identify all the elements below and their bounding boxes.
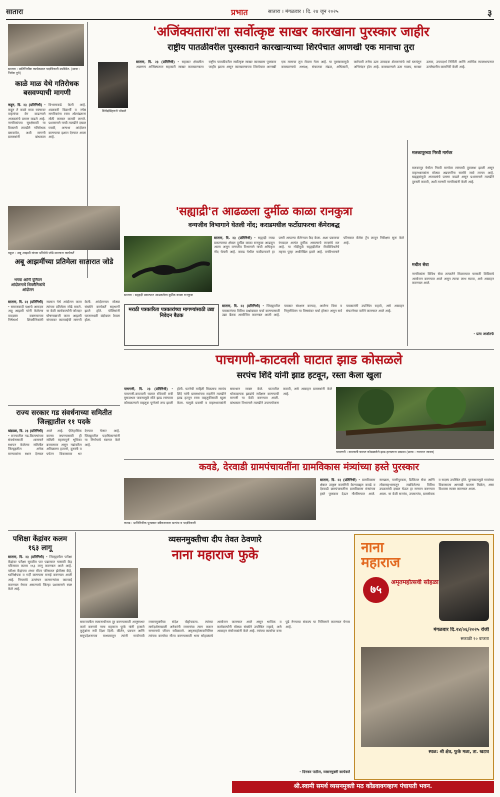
shibir-story-byline: सातारा, दि. २३ (प्रतिनिधी) - xyxy=(8,555,48,559)
left-story-body xyxy=(8,103,86,203)
kawade-story-text: ग्रामविकास क्षेत्रात उत्कृष्ट कामगिरी केल्याबद्दल कवडे व देरवाडी ग्रामपंचायतींना ग्रामविकास मंत्र्यांच्या हस्ते पुरस्कार देऊन गौरविण्यात आले. स्वच्छता, पाणीपुरवठा, डिजिटल सेवा आणि लोकसहभागातून राबविलेल्या विविध उपक्रमांची दखल घेऊन हा सन्मान करण्यात आला. या वेळी सरपंच, उपसरपंच, ग्रामसेवक व सदस्य उपस्थित होते. पुरस्कारामुळे गावांच्या विकासाला आणखी चालना मिळेल, असा विश्वास व्यक्त करण्यात आला. xyxy=(320,478,494,496)
abu-story-text: समाजवादी पक्षाचे आमदार अबू आझमी यांनी केलेल्या वादग्रस्त वक्तव्याच्या निषेधार्थ शिवसैनिकांनी सातारा येथे आंदोलन करत त्यांच्या प्रतिमेला जोडे मारले. या वेळी कार्यकर्त्यांनी जोरदार घोषणाबाजी करत आझमी यांच्यावर कारवाईची मागणी केली. आंदोलनात मोठ्या संख्येने कार्यकर्ते सहभागी झाले होते. पोलिसांनी घटनास्थळी बंदोबस्त ठेवला होता. xyxy=(8,300,120,323)
top-story-body xyxy=(136,60,494,136)
lizard-story-body xyxy=(214,236,404,302)
nana-story-photo xyxy=(80,568,138,618)
bottom-left-headline: राज्य सरकार गड संवर्धनाच्या समितीत जिल्ह्यातील ११ पदके xyxy=(16,408,112,426)
lizard-story-text: सह्याद्री व्याघ्र प्रकल्पाच्या क्षेत्रात दुर्मीळ काळा रानकुत्रा आढळून आला असून वन्यजीव विभागाने याची अधिकृत नोंद घेतली आहे. कराड येथील फर्टोग्राफरने हा प्राणी आपल्या कॅमेऱ्यात कैद केला. अशा प्रकारचा रंगबदल अत्यंत दुर्मीळ असल्याचे तज्ज्ञांचे मत आहे. या नोंदीमुळे सह्याद्रीतील जैवविविधतेचे महत्त्व पुन्हा अधोरेखित झाले आहे. वनविभागाने परिसरात कॅमेरा ट्रॅप लावून निरीक्षण सुरू केले आहे. xyxy=(214,236,404,254)
right-column-kicker: मलकापूरच्या गिरवी मार्गवर xyxy=(412,150,453,155)
ad-title-line2: महाराज xyxy=(361,555,401,571)
ghat-story-headline: सरपंच शिंदे यांनी झाड हटवून, रस्ता केला खुला xyxy=(236,371,382,381)
nana-story-kicker: व्यसनमुक्तीचा दीप तेवत ठेवणारे xyxy=(168,535,262,544)
ad-portrait xyxy=(439,541,489,621)
top-story-byline: सातारा, दि. २३ (प्रतिनिधी) - xyxy=(136,60,180,64)
shibir-story-text: जिल्ह्यातील परीक्षा केंद्रांवर परीक्षा सुरळीत पार पडाव्यात यासाठी केंद्र परिसरात कलम १६३ लागू करण्यात आले आहे. परीक्षा केंद्रांच्या शंभर मीटर परिसरात झेरॉक्स केंद्रे, ध्वनिक्षेपक व गर्दी करण्यास मनाई करण्यात आली आहे. नियमांचे उल्लंघन करणाऱ्यांवर कारवाई करण्यात येणार असल्याचे जिल्हा प्रशासनाने स्पष्ट केले आहे. xyxy=(8,555,72,592)
left-story-byline: कहून, दि. २३ (प्रतिनिधी) - xyxy=(8,103,46,107)
bottom-left-text: राज्यातील गड-किल्ल्यांच्या संवर्धनासाठी शासनाने स्थापन केलेल्या समितीत जिल्ह्यातील अनेक मान्यवरांना स्थान देण्यात आले आहे. ऐतिहासिक वारसा जपण्यासाठी ही समिती महत्त्वपूर्ण भूमिका बजावणार असून गडांवरील अतिक्रमण हटवणे, दुरुस्ती व पर्यटन विकासावर भर देण्यात येणार आहे. जिल्ह्यातील पदाधिकाऱ्यांनी या निर्णयाचे स्वागत केले आहे. xyxy=(8,429,120,456)
lizard-story-headline: वन्यजीव विभागाने घेतली नोंद; कराडमधील फर्टोग्राफरचा कॅमेराबद्ध xyxy=(188,222,340,229)
lizard-icon xyxy=(124,236,212,292)
side-box-body xyxy=(222,304,404,346)
bottom-divider xyxy=(8,530,494,531)
abu-story-kicker: भगवा आणि युनियन आंदोलनाचे शिवसैनिकांचे आंदोलन xyxy=(11,278,45,292)
section-name: सातारा xyxy=(6,8,24,16)
date-line: सातारा । मंगळवार । दि. २४ जून २०२५ xyxy=(268,9,339,15)
left-story-text: कहून ते काळे माळ रस्त्यावर वाहनांचा वेग वाढल्याने अपघातांचे प्रमाण वाढले आहे. नागरिकांच्या सुरक्षेसाठी या ठिकाणी तातडीने गतिरोधक बसवावेत, अशी मागणी ग्रामस्थांनी बांधकाम विभागाकडे केली आहे. शाळकरी विद्यार्थी व ज्येष्ठ नागरिकांना रस्ता ओलांडताना मोठी कसरत करावी लागते. प्रशासनाने याची तातडीने दखल घ्यावी, अन्यथा आंदोलन करण्याचा इशारा देण्यात आला आहे. xyxy=(8,103,86,140)
abu-story-photo-caption: वडूज : अबू आझमी यांच्या प्रतिमेचे जोडे मारताना कार्यकर्ते xyxy=(8,251,75,255)
kawade-story-photo-caption: कराड : प्रातिनिधीक पुरस्कार स्वीकारताना सरपंच व पदाधिकारी xyxy=(124,521,196,525)
page-header xyxy=(6,6,494,20)
right-column-second-body: नागरिकांना विविध सेवा तत्परतेने मिळाव्यात यासाठी शिबिराचे आयोजन करण्यात आले असून त्याचा लाभ घ्यावा, असे आवाहन करण्यात आले. xyxy=(412,272,494,286)
section-divider xyxy=(124,349,494,350)
right-column-byline: - प्रत्य अर्जातर्फे xyxy=(473,332,494,336)
right-column-divider xyxy=(407,140,408,346)
ghat-story-kicker: पाचगणी-काटवली घाटात झाड कोसळले xyxy=(215,353,403,368)
side-box xyxy=(124,304,219,346)
masthead-logo: प्रभात xyxy=(231,7,248,17)
left-divider xyxy=(8,405,120,406)
kawade-story-photo xyxy=(124,478,316,520)
nana-story-headline: नाना महाराज फुके xyxy=(171,548,259,563)
portrait-caption: शिवेंद्रसिंहराजे भोसले xyxy=(101,109,127,113)
left-story-photo-caption: सातारा : प्रातिनिधीक कार्यक्रमात पदाधिकारी उपस्थित. (छाया : निलेश तुपे) xyxy=(8,67,81,76)
lizard-story-kicker: 'सह्याद्री'त आढळला दुर्मीळ काळा रानकुत्रा xyxy=(175,204,353,218)
lizard-story-byline: सातारा, दि. २३ (प्रतिनिधी) - xyxy=(214,236,256,240)
shibir-story-headline: पशिक्षा केंद्रांवर कलम १६३ लागू xyxy=(12,534,68,552)
ad-title-line1: नाना xyxy=(361,541,384,556)
side-box-headline: मराठी पत्रकारिता पत्रकारांच्या मागण्यांसाठी उद्या निवेदन बैठक xyxy=(128,307,215,319)
ad-footer: श्री.स्वामी समर्थ व्यसनमुक्ती मठ कोंडवावगव्हाण पंचायती भवन. xyxy=(232,781,494,793)
kawade-story-headline: कवडे, देरवाडी ग्रामपंचायतींना ग्रामविकास मंत्र्यांच्या हस्ते पुरस्कार xyxy=(199,462,419,473)
ad-date: मंगळवार दि.२४/०६/२०२५ रोजी xyxy=(433,628,489,633)
left-story-headline: काळे माळ येथे गतिरोधक बसवण्याची मागणी xyxy=(15,79,79,97)
ad-venue: स्थळ: श्री क्षेत्र, फुके मळा, ता. खटाव xyxy=(428,750,489,755)
top-story-kicker: 'अजिंक्यतारा'ला सर्वोत्कृष्ट साखर कारखाना पुरस्कार जाहीर xyxy=(152,25,430,40)
ad-badge: ७५ xyxy=(363,577,389,603)
abu-story-body xyxy=(8,300,120,403)
ghat-story-text: पाचगणी-काटवली घाटात रविवारी रात्री मुसळधार पावसामुळे मोठे झाड रस्त्यावर कोसळल्याने वाहतूक पूर्णपणे ठप्प झाली होती. घटनेची माहिती मिळताच सरपंच शिंदे यांनी ग्रामस्थांच्या मदतीने तातडीने झाड हटवून रस्ता वाहतुकीसाठी खुला केला. यामुळे प्रवासी व वाहनधारकांनी समाधान व्यक्त केले. घाटातील धोकादायक झाडांचे सर्वेक्षण करण्याची मागणी या वेळी करण्यात आली. बांधकाम विभागाने तातडीने उपाययोजना करावी, असे आवाहन ग्रामस्थांनी केले आहे. xyxy=(124,387,332,405)
lizard-story-photo xyxy=(124,236,212,292)
ad-subtitle: अमृतमहोत्सवी सोहळा xyxy=(391,579,439,586)
section-divider xyxy=(124,459,494,460)
nana-story-byline: - दिनकर पाटील, व्यसनमुक्ती कार्यकर्ते xyxy=(299,770,350,774)
top-story-text: सहकार क्षेत्रातील अग्रगण्य अजिंक्यतारा सहकारी साखर कारखान्याला राष्ट्रीय पातळीवरील सर्वोत्कृष्ट साखर कारखाना पुरस्कार जाहीर झाला असून कारखान्याच्या शिरपेचात आणखी एक मानाचा तुरा रोवला गेला आहे. या पुरस्कारामुळे कारखान्याचे अध्यक्ष, संचालक मंडळ, अधिकारी, कर्मचारी तसेच ऊस उत्पादक शेतकऱ्यांचे सर्व स्तरांतून अभिनंदन होत आहे. कारखान्याने ऊस गाळप, साखर उतारा, उपपदार्थ निर्मिती आणि आर्थिक व्यवस्थापनात उल्लेखनीय कामगिरी केली आहे. xyxy=(136,60,494,69)
abu-story-headline: अबू आझमींच्या प्रतिमेला सातारात जोडे xyxy=(14,257,114,266)
fallen-tree-icon xyxy=(336,387,494,449)
side-box-byline: सातारा, दि. २३ (प्रतिनिधी) - xyxy=(222,304,265,308)
ghat-story-body xyxy=(124,387,332,455)
ad-time: सकाळी १० वाजता xyxy=(460,636,489,641)
ad-title xyxy=(361,541,423,571)
kawade-story-body xyxy=(320,478,494,527)
side-box-text: जिल्ह्यातील पत्रकारांच्या विविध प्रश्नांबाबत चर्चा करण्यासाठी उद्या बैठक आयोजित करण्यात आली आहे. पत्रकार संरक्षण कायदा, आरोग्य विमा व निवृत्तीवेतन या विषयांवर चर्चा होणार असून सर्व पत्रकारांनी उपस्थित राहावे, असे आवाहन संघटनेच्या वतीने करण्यात आले आहे. xyxy=(222,304,404,318)
ghat-story-photo xyxy=(336,387,494,449)
shibir-story-body xyxy=(8,555,72,793)
top-story-headline: राष्ट्रीय पातळीवरील पुरस्काराने कारखान्याच्या शिरपेचात आणखी एक मानाचा तुरा xyxy=(167,43,415,53)
bottom-left-body xyxy=(8,429,120,527)
lizard-story-photo-caption: सातारा : सह्याद्री प्रकल्पात आढळलेला दुर्मीळ काळा रानकुत्रा xyxy=(124,293,193,297)
top-story-portrait xyxy=(98,62,128,108)
ghat-story-byline: पाचगणी, दि. २३ (प्रतिनिधी) - xyxy=(124,387,173,391)
abu-story-byline: सातारा, दि. २३ (प्रतिनिधी) - xyxy=(8,300,44,309)
right-column-second-kicker: मधील सेवा xyxy=(412,262,429,267)
ghat-story-photo-caption: पाचगणी : काटवली घाटात कोसळलेले झाड हटवताना ग्रामस्थ (छाया : गजानन जाधव) xyxy=(336,450,435,454)
bottom-left-byline: खंडाळा, दि. २३ (प्रतिनिधी) - xyxy=(8,429,44,438)
page-number: ३ xyxy=(487,9,492,19)
kawade-story-byline: सातारा, दि. २३ (प्रतिनिधी) - xyxy=(320,478,361,482)
ad-group-photo xyxy=(361,647,489,747)
column-divider xyxy=(75,532,76,793)
nana-story-text: समाजातील व्यसनाधीनता दूर करण्यासाठी आयुष्यभर कार्य करणारे नाना महाराज फुके यांनी हजारो कुटुंबांना नवी दिशा दिली. कीर्तन, प्रवचन आणि समुपदेशनाच्या माध्यमातून त्यांनी गावोगावी व्यसनमुक्तीचा संदेश पोहोचवला. त्यांच्या मार्गदर्शनाखाली अनेकांनी व्यसनांचा त्याग करून सन्मानाचे जीवन स्वीकारले. अमृतमहोत्सवानिमित्त त्यांच्या कार्याचा गौरव करण्यासाठी भव्य सोहळ्याचे आयोजन करण्यात आले असून भाविक व कार्यकर्त्यांनी मोठ्या संख्येने उपस्थित राहावे, असे आवाहन संयोजकांनी केले आहे. त्यांच्या कार्याचा वसा पुढे नेण्याचा संकल्प या निमित्ताने करण्यात येणार आहे. xyxy=(80,620,350,638)
nana-ad xyxy=(354,534,494,780)
abu-story-photo xyxy=(8,206,120,250)
left-story-photo xyxy=(8,24,84,66)
right-column-body: मलकापूर येथील गिरवी मार्गावर रस्त्याची दुरवस्था झाली असून वाहनधारकांना मोठ्या अडचणींना सामोरे जावे लागत आहे. खड्ड्यांमुळे अपघातांचे प्रमाण वाढले असून प्रशासनाने तातडीने दुरुस्ती करावी, अशी मागणी नागरिकांनी केली आहे. xyxy=(412,166,494,184)
